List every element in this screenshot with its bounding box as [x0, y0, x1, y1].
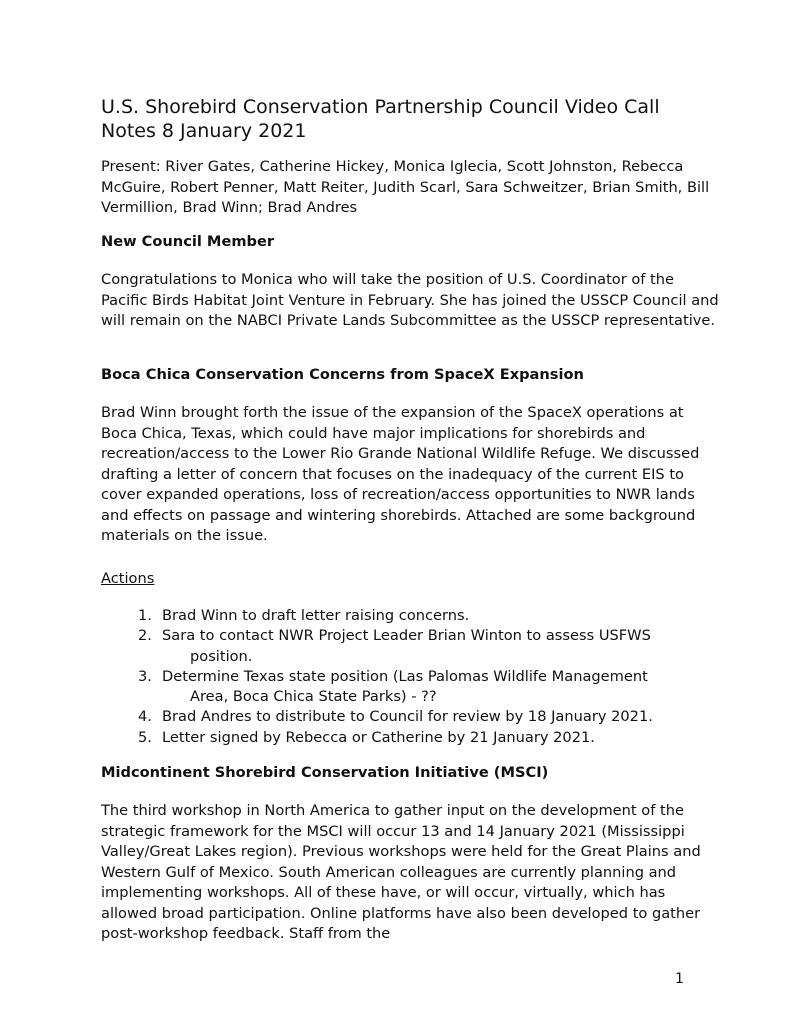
action-text: Sara to contact NWR Project Leader Brian Winton to assess USFWS [162, 627, 651, 645]
page-number: 1 [675, 971, 684, 987]
section-heading-new-council-member: New Council Member [101, 233, 275, 250]
actions-list [138, 606, 738, 748]
action-item [138, 728, 738, 748]
action-text-continuation: Area, Boca Chica State Parks) - ?? [190, 688, 437, 706]
action-item [138, 626, 738, 667]
action-text: Letter signed by Rebecca or Catherine by 21 January 2021. [162, 728, 595, 746]
action-item [138, 707, 738, 727]
action-text: Brad Andres to distribute to Council for review by 18 January 2021. [162, 708, 653, 726]
new-council-member-paragraph: Congratulations to Monica who will take the position of U.S. Coordinator of the Pacific Birds Habitat Joint Venture in February. She has joined the USSCP Council and will remain on the NABCI Private Lands Subcommittee as the USSCP representative. [101, 271, 719, 329]
document-title [101, 95, 741, 143]
action-number: 4. [138, 708, 152, 726]
title-line-2: Notes 8 January 2021 [101, 120, 307, 142]
action-number: 2. [138, 627, 152, 645]
boca-chica-paragraph: Brad Winn brought forth the issue of the expansion of the SpaceX operations at Boca Chica, Texas, which could have major implications for shorebirds and recreation/access to the Lower Rio Grande National Wildlife Refuge. We discussed drafting a letter of concern that focuses on the inadequacy of the current EIS to cover expanded operations, loss of recreation/access opportunities to NWR lands and effects on passage and wintering shorebirds. Attached are some background materials on the issue. [101, 404, 700, 544]
action-text: Brad Winn to draft letter raising concerns. [162, 607, 470, 624]
actions-label: Actions [101, 570, 155, 587]
attendees-paragraph: Present: River Gates, Catherine Hickey, Monica Iglecia, Scott Johnston, Rebecca McGuire, Robert Penner, Matt Reiter, Judith Scarl, Sara Schweitzer, Brian Smith, Bill Vermillion, Brad Winn; Brad Andres [101, 158, 710, 216]
section-heading-boca-chica: Boca Chica Conservation Concerns from SpaceX Expansion [101, 366, 584, 383]
section-heading-msci: Midcontinent Shorebird Conservation Initiative (MSCI) [101, 764, 549, 781]
msci-paragraph: The third workshop in North America to gather input on the development of the strategic framework for the MSCI will occur 13 and 14 January 2021 (Mississippi Valley/Great Lakes region). Previous workshops were held for the Great Plains and Western Gulf of Mexico. South American colleagues are currently planning and implementing workshops. All of these have, or will occur, virtually, which has allowed broad participation. Online platforms have also been developed to gather post-workshop feedback. Staff from the [101, 802, 701, 942]
action-item [138, 667, 738, 708]
action-number: 1. [138, 607, 152, 624]
title-line-1: U.S. Shorebird Conservation Partnership Council Video Call [101, 96, 660, 118]
action-number: 3. [138, 667, 152, 685]
action-text-continuation: position. [190, 647, 253, 665]
action-number: 5. [138, 728, 152, 746]
action-text: Determine Texas state position (Las Palomas Wildlife Management [162, 667, 648, 685]
action-item [138, 606, 738, 626]
